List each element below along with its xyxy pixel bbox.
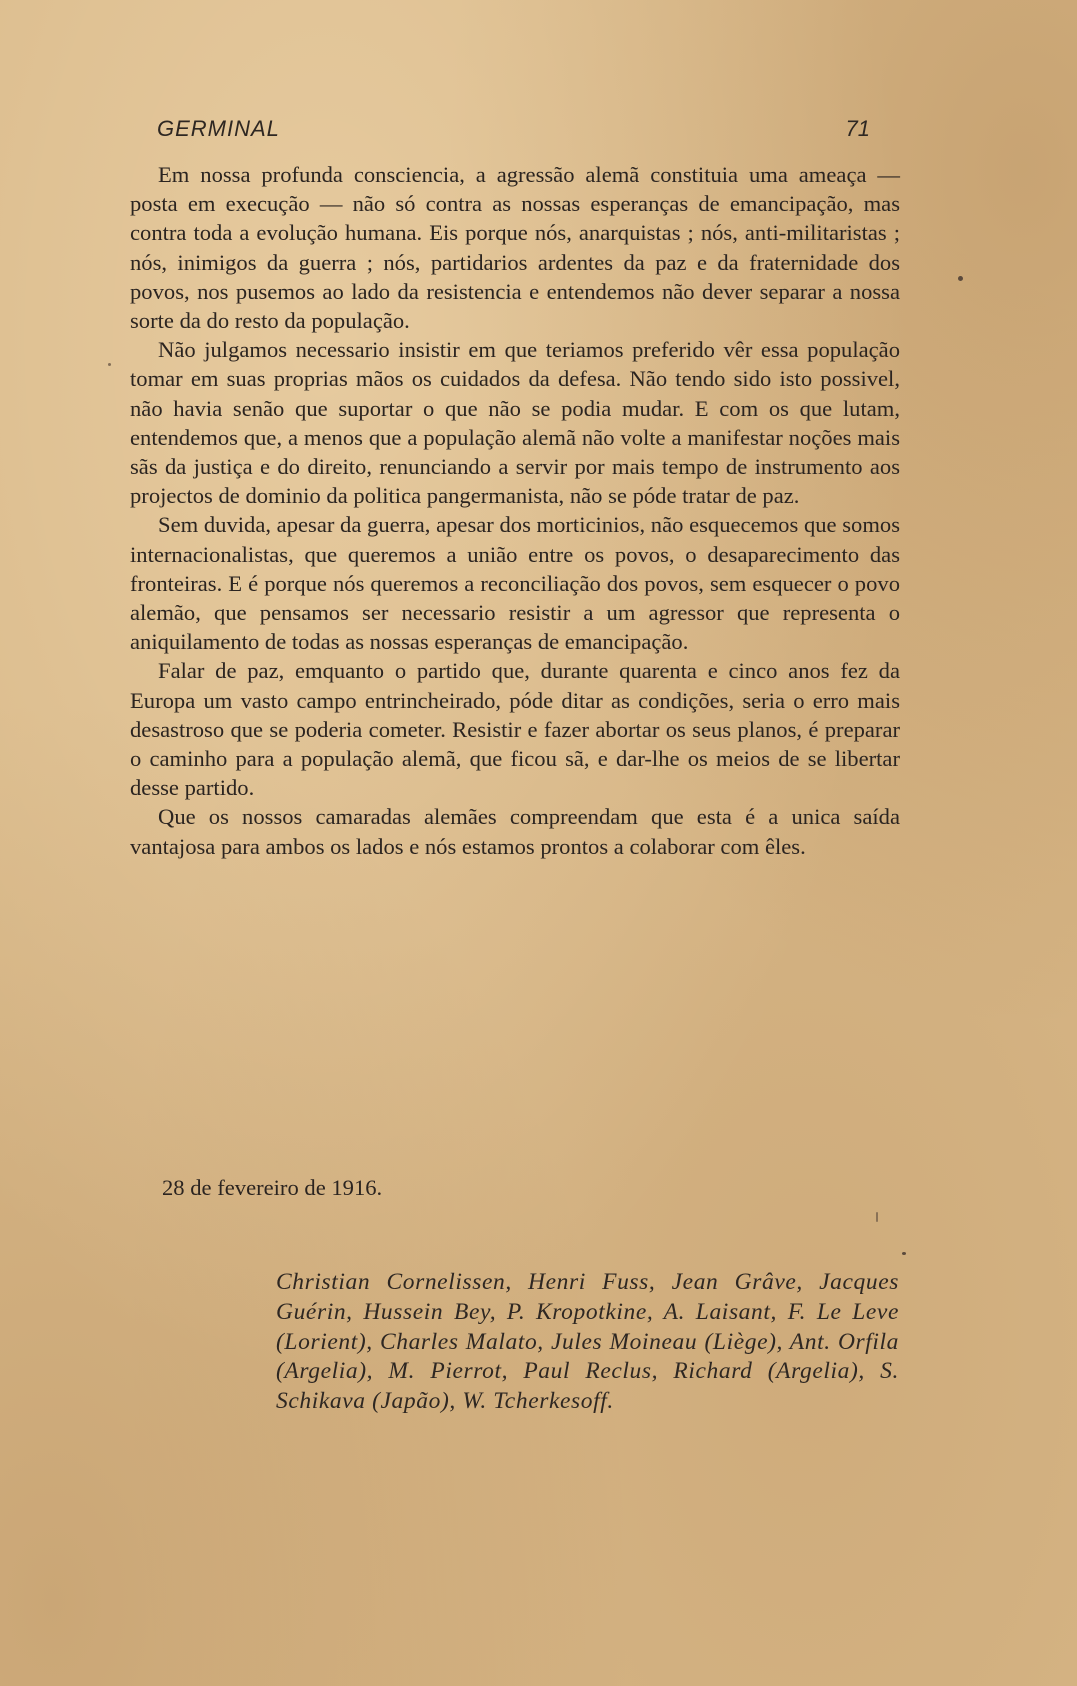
paragraph: Sem duvida, apesar da guerra, apesar dos morticinios, não esquecemos que somos internacionalistas, que queremos a união entre os povos, o desaparecimento das fronteiras. E é porque nós queremos a reconciliação dos povos, sem esquecer o povo alemão, que pensamos ser necessario resistir a um agressor que representa o aniquilamento de todas as nossas esperanças de emancipação. [130, 512, 900, 655]
paragraph: Que os nossos camaradas alemães compreendam que esta é a unica saída vantajosa para ambos os lados e nós estamos prontos a colaborar com êles. [130, 804, 900, 859]
paragraph: Falar de paz, emquanto o partido que, durante quarenta e cinco anos fez da Europa um vasto campo entrincheirado, póde ditar as condições, seria o erro mais desastroso que se poderia cometer. Resistir e fazer abortar os seus planos, é preparar o caminho para a população alemã, que ficou sã, e dar-lhe os meios de se libertar desse partido. [130, 658, 900, 801]
page-header [157, 116, 870, 152]
body-text [130, 160, 900, 861]
page-number: 71 [845, 116, 870, 141]
paragraph: Não julgamos necessario insistir em que teriamos preferido vêr essa população tomar em suas proprias mãos os cuidados da defesa. Não tendo sido isto possivel, não havia senão que suportar o que não se podia mudar. E com os que lutam, entendemos que, a menos que a população alemã não volte a manifestar noções mais sãs da justiça e do direito, renunciando a servir por mais tempo de instrumento aos projectos de dominio da politica pangermanista, não se póde tratar de paz. [130, 337, 900, 509]
paper-speck [902, 1252, 906, 1255]
paragraph: Em nossa profunda consciencia, a agressão alemã constituia uma ameaça — posta em execução — não só contra as nossas esperanças de emancipação, mas contra toda a evolução humana. Eis porque nós, anarquistas ; nós, anti-militaristas ; nós, inimigos da guerra ; nós, partidarios ardentes da paz e da fraternidade dos povos, nos pusemos ao lado da resistencia e entendemos não dever separar a nossa sorte da do resto da população. [130, 162, 900, 334]
paper-speck [876, 1212, 878, 1222]
signatories: Christian Cornelissen, Henri Fuss, Jean Grâve, Jacques Guérin, Hussein Bey, P. Kropotkine, A. Laisant, F. Le Leve (Lorient), Charles Malato, Jules Moineau (Liège), Ant. Orfila (Argelia), M. Pierrot, Paul Reclus, Richard (Argelia), S. Schikava (Japão), W. Tcherkesoff. [276, 1269, 899, 1415]
paper-speck [958, 276, 963, 281]
running-head: GERMINAL [157, 116, 280, 141]
date-line: 28 de fevereiro de 1916. [162, 1175, 383, 1200]
paper-speck [108, 363, 111, 366]
